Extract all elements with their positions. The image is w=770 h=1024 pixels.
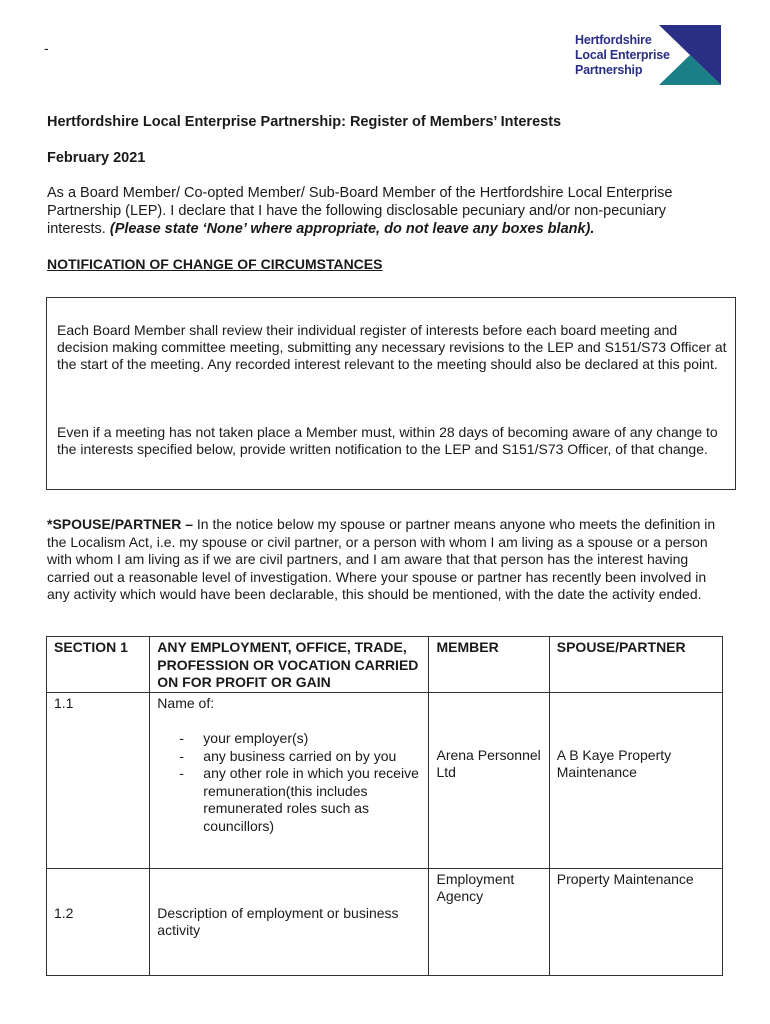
table-header-row: [47, 637, 723, 693]
header-section: SECTION 1: [47, 637, 150, 693]
page-marker: -: [44, 40, 49, 56]
logo-line-1: Hertfordshire: [575, 33, 652, 47]
logo-wordmark: [575, 33, 670, 78]
spouse-value-cell: [549, 692, 722, 868]
logo-triangle-icon: [659, 25, 721, 85]
notification-heading: NOTIFICATION OF CHANGE OF CIRCUMSTANCES: [47, 256, 383, 272]
document-date: February 2021: [47, 150, 146, 166]
member-value: Employment Agency: [429, 868, 549, 975]
spouse-label: *SPOUSE/PARTNER –: [47, 516, 193, 532]
interests-table: [46, 636, 723, 976]
employment-list: [157, 730, 422, 835]
table-row: [47, 692, 723, 868]
intro-text: As a Board Member/ Co-opted Member/ Sub-Board Member of the Hertfordshire Local Enterprise Partnership (LEP). I declare that I have the following disclosable pecuniary and/or non-pecuniary interests.: [47, 185, 673, 237]
notice-paragraph-2: Even if a meeting has not taken place a Member must, within 28 days of becoming aware of any change to the interests specified below, provide written notification to the LEP and S151/S73 Officer, of that change.: [57, 424, 718, 457]
list-item: - any business carried on by you: [157, 748, 422, 766]
row-description-cell: [150, 868, 429, 975]
member-value: Arena Personnel Ltd: [436, 746, 541, 780]
logo-line-2: Local Enterprise: [575, 48, 670, 62]
row-description: [150, 692, 429, 868]
header-spouse: SPOUSE/PARTNER: [549, 637, 722, 693]
table-row: [47, 868, 723, 975]
intro-emphasis: (Please state ‘None’ where appropriate, do not leave any boxes blank).: [109, 221, 595, 237]
row-number-cell: [47, 868, 150, 975]
header-category: ANY EMPLOYMENT, OFFICE, TRADE, PROFESSION OR VOCATION CARRIED ON FOR PROFIT OR GAIN: [150, 637, 429, 693]
notice-box: [46, 297, 736, 490]
row-description-label: Name of:: [157, 694, 215, 711]
spouse-text: In the notice below my spouse or partner means anyone who meets the definition in the Localism Act, i.e. my spouse or civil partner, or a person with whom I am living as a spouse or a person with whom I am living as if we are civil partners, and I am aware that that person has the interest having carried out a reasonable level of investigation. Where your spouse or partner has recently been involved in any activity which would have been declarable, this should be mentioned, with the date the activity ended.: [47, 516, 716, 603]
logo-line-3: Partnership: [575, 63, 643, 77]
member-value-cell: [429, 692, 549, 868]
spouse-value: A B Kaye Property Maintenance: [556, 746, 672, 780]
header-member: MEMBER: [429, 637, 549, 693]
spouse-definition: [47, 516, 727, 604]
list-item: - your employer(s): [157, 730, 422, 748]
spouse-value: Property Maintenance: [549, 868, 722, 975]
declaration-intro: [47, 184, 727, 238]
row-description: Description of employment or business activity: [157, 904, 399, 938]
row-number: 1.2: [54, 904, 74, 921]
document-title: Hertfordshire Local Enterprise Partnership: Register of Members’ Interests: [47, 114, 562, 130]
list-item: - any other role in which you receive remuneration(this includes remunerated roles such as councillors): [157, 765, 422, 835]
notice-paragraph-1: Each Board Member shall review their individual register of interests before each board meeting and decision making committee meeting, submitting any necessary revisions to the LEP and S151/S73 Officer at the start of the meeting. Any recorded interest relevant to the meeting should also be declared at this point.: [57, 322, 727, 372]
lep-logo: [575, 25, 721, 85]
row-number: 1.1: [47, 692, 150, 868]
